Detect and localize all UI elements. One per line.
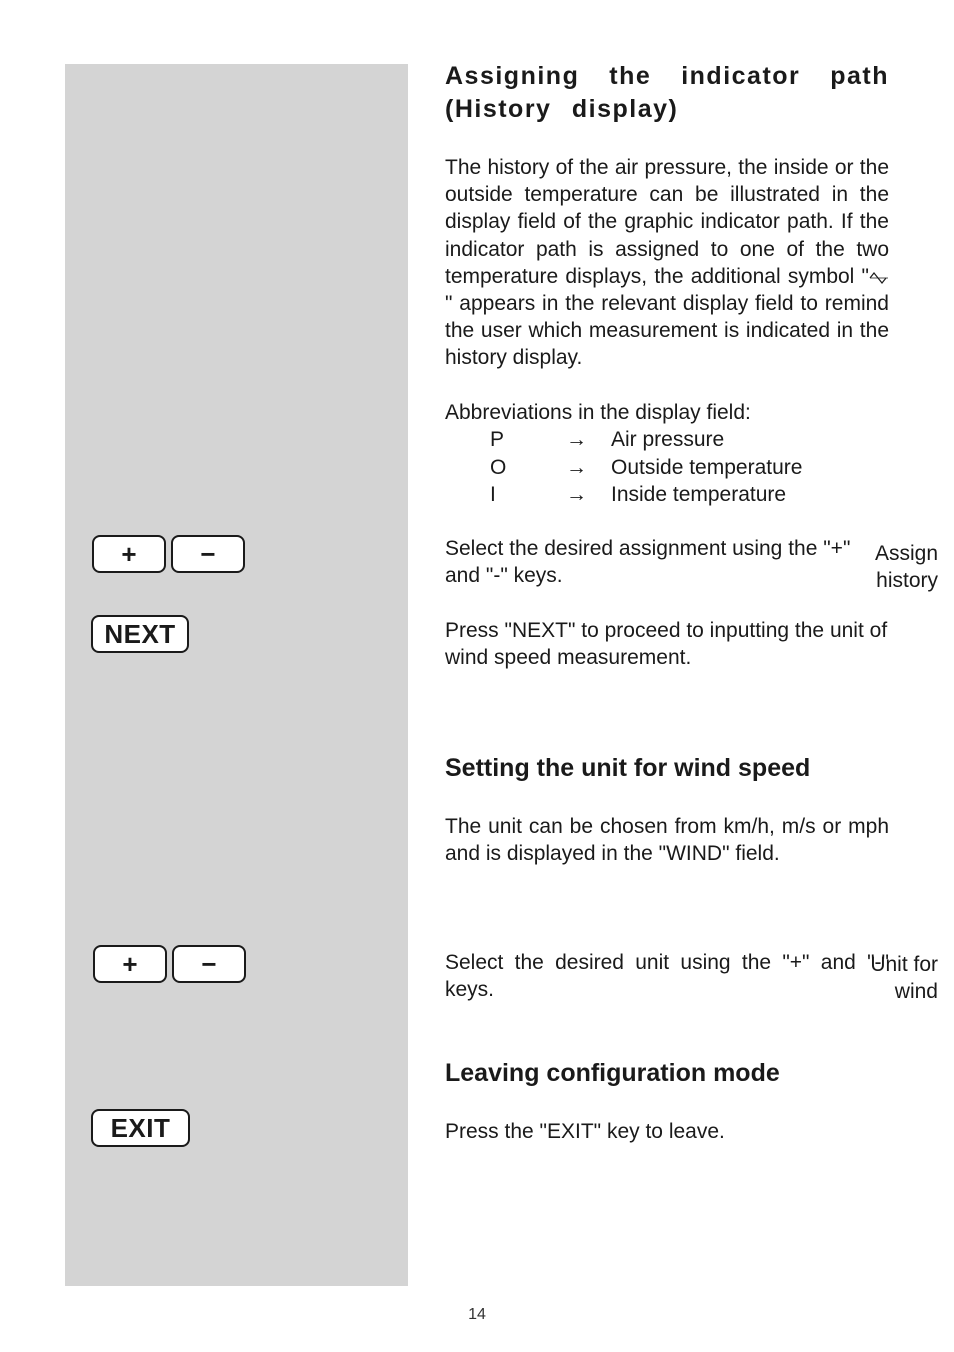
exit-heading: Leaving configuration mode — [445, 1059, 780, 1087]
history-intro-part1: The history of the air pressure, the inside or the outside temperature can be illustrated in the display field of the graphic indicator path. If the indicator path is assigned to one of the two temperature displays, the additional symbol " — [445, 156, 889, 288]
exit-text: Press the "EXIT" key to leave. — [445, 1120, 725, 1143]
abbreviation-meaning: Outside temperature — [611, 455, 803, 479]
arrow-icon: → — [566, 483, 587, 507]
wind-intro-block — [445, 813, 889, 867]
exit-heading-block — [445, 1057, 889, 1090]
wind-select-text: Select the desired unit using the "+" and "-" keys. — [445, 951, 889, 1002]
abbreviation-meaning: Air pressure — [611, 428, 725, 452]
history-intro — [445, 154, 889, 372]
history-heading-block — [445, 60, 889, 126]
key-sidebar — [65, 64, 408, 1286]
wind-heading: Setting the unit for wind speed — [445, 754, 811, 782]
wind-select-block — [445, 949, 889, 1003]
exit-key[interactable]: EXIT — [91, 1109, 190, 1147]
history-select-block — [445, 535, 889, 589]
history-next-text: Press "NEXT" to proceed to inputting the unit of wind speed measurement. — [445, 619, 888, 670]
abbreviation-key: P — [490, 428, 505, 452]
minus-key-wind[interactable]: − — [172, 945, 246, 983]
history-symbol-icon — [869, 271, 889, 285]
abbreviation-row — [445, 426, 889, 454]
plus-key-wind[interactable]: + — [93, 945, 167, 983]
history-select-text: Select the desired assignment using the "+" and "-" keys. — [445, 537, 851, 588]
abbreviation-key: I — [490, 483, 496, 507]
next-key[interactable]: NEXT — [91, 615, 189, 653]
page-number: 14 — [468, 1306, 486, 1323]
wind-intro: The unit can be chosen from km/h, m/s or mph and is displayed in the "WIND" field. — [445, 815, 889, 866]
abbreviation-meaning: Inside temperature — [611, 483, 787, 507]
minus-key-history[interactable]: − — [171, 535, 245, 573]
history-heading: Assigning the indicator path (History display) — [445, 62, 889, 123]
abbreviations-block — [445, 399, 889, 509]
exit-text-block — [445, 1118, 889, 1145]
history-intro-block — [445, 154, 889, 372]
abbreviation-key: O — [490, 455, 507, 479]
arrow-icon: → — [566, 428, 587, 452]
abbreviation-row — [445, 481, 889, 509]
abbreviation-row — [445, 454, 889, 482]
unit-for-wind-label: Unit for wind — [870, 953, 938, 1003]
assign-history-label: Assign history — [874, 542, 938, 592]
history-intro-part2: " appears in the relevant display field to remind the user which measurement is indicated in the history display. — [445, 292, 889, 370]
abbreviations-title: Abbreviations in the display field: — [445, 401, 751, 424]
wind-heading-block — [445, 752, 889, 785]
plus-key-history[interactable]: + — [92, 535, 166, 573]
history-next-block — [445, 617, 889, 671]
arrow-icon: → — [566, 455, 587, 479]
